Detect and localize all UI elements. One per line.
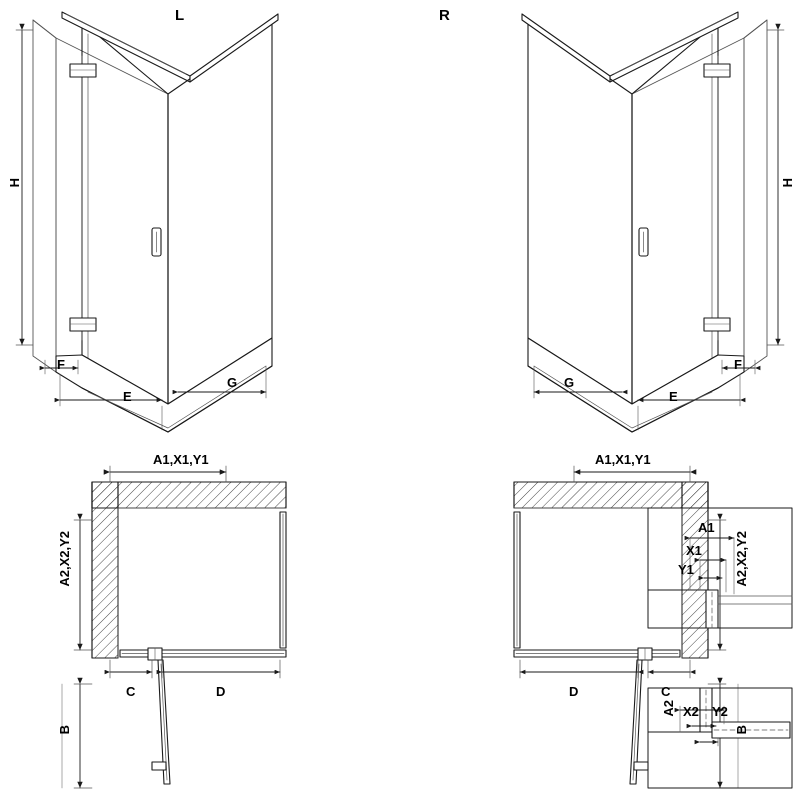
iso-right-side-label: G — [564, 375, 575, 390]
detail-bottom-y2-label: Y2 — [712, 704, 728, 719]
plan-left-swing-label: B — [57, 725, 72, 735]
iso-left-side-label: G — [227, 375, 238, 390]
iso-right-front-small-label: F — [734, 357, 742, 372]
iso-left-height-label: H — [7, 178, 22, 188]
plan-left-dim-c-label: C — [126, 684, 136, 699]
iso-right-group — [522, 12, 784, 432]
plan-left-group — [62, 466, 286, 788]
iso-left-front-mid-label: E — [123, 389, 132, 404]
plan-right-top-dim-label: A1,X1,Y1 — [595, 452, 651, 467]
plan-right-group — [514, 466, 738, 788]
plan-right-dim-d-label: D — [569, 684, 579, 699]
detail-bottom-a2-label: A2 — [661, 700, 676, 717]
iso-right-height-label: H — [780, 178, 795, 188]
iso-right-front-mid-label: E — [669, 389, 678, 404]
detail-bottom-x2-label: X2 — [683, 704, 699, 719]
detail-top-x1-label: X1 — [686, 543, 702, 558]
iso-left-group — [16, 12, 278, 432]
plan-left-top-dim-label: A1,X1,Y1 — [153, 452, 209, 467]
detail-top-y1-label: Y1 — [678, 562, 694, 577]
plan-right-swing-label: B — [734, 725, 749, 735]
plan-right-dim-c-label: C — [661, 684, 671, 699]
title-left-hand: L — [175, 7, 185, 24]
plan-left-side-dim-label: A2,X2,Y2 — [57, 531, 72, 587]
plan-right-side-dim-label: A2,X2,Y2 — [734, 531, 749, 587]
iso-left-front-small-label: F — [57, 357, 65, 372]
detail-top-a1-label: A1 — [698, 520, 715, 535]
plan-left-dim-d-label: D — [216, 684, 226, 699]
title-right-hand: R — [439, 7, 450, 24]
